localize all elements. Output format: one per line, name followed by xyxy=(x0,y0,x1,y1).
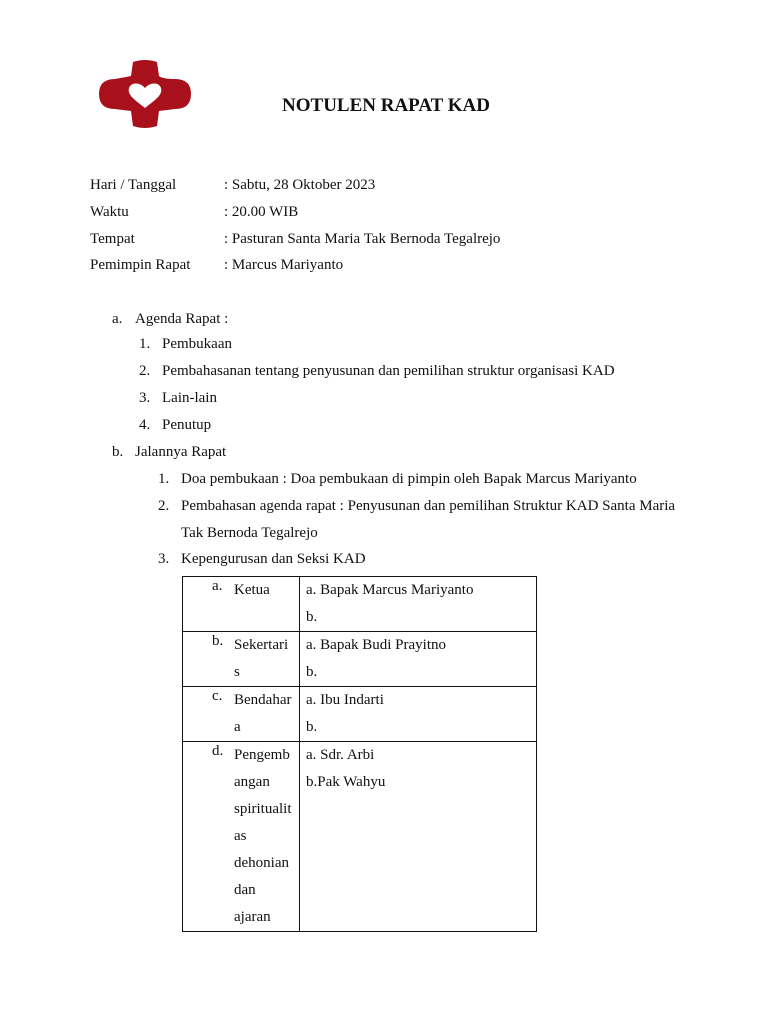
agenda-item-marker: 4. xyxy=(139,417,151,433)
section-a-heading: Agenda Rapat : xyxy=(135,311,229,327)
position-text: Sekertari xyxy=(234,637,289,653)
kepengurusan-table xyxy=(182,576,537,932)
agenda-item-marker: 2. xyxy=(139,363,151,379)
table-row xyxy=(183,687,537,742)
members-cell xyxy=(300,687,537,742)
table-row xyxy=(183,742,537,932)
position-cell xyxy=(183,632,300,687)
position-cell xyxy=(183,687,300,742)
agenda-item: Pembukaan xyxy=(162,336,232,352)
proceeding-item: Kepengurusan dan Seksi KAD xyxy=(181,551,366,567)
section-b-marker: b. xyxy=(112,444,124,460)
member-entry: a. Bapak Marcus Mariyanto xyxy=(306,582,474,598)
position-cell xyxy=(183,742,300,932)
member-entry: b. xyxy=(306,609,318,625)
member-entry: a. Bapak Budi Prayitno xyxy=(306,637,446,653)
position-letter: b. xyxy=(212,633,224,649)
proceeding-item: Pembahasan agenda rapat : Penyusunan dan pemilihan Struktur KAD Santa Maria xyxy=(181,498,676,514)
members-cell xyxy=(300,632,537,687)
members-cell xyxy=(300,742,537,932)
position-text: a xyxy=(234,719,241,735)
member-entry: b. xyxy=(306,664,318,680)
agenda-item: Penutup xyxy=(162,417,212,433)
member-entry: a. Ibu Indarti xyxy=(306,692,384,708)
member-entry: a. Sdr. Arbi xyxy=(306,747,375,763)
info-value: : Sabtu, 28 Oktober 2023 xyxy=(224,177,376,193)
section-a-marker: a. xyxy=(112,311,123,327)
info-label: Waktu xyxy=(90,204,129,220)
position-text: s xyxy=(234,664,240,680)
agenda-item: Lain-lain xyxy=(162,390,217,406)
proceeding-item-marker: 1. xyxy=(158,471,170,487)
member-entry: b.Pak Wahyu xyxy=(306,774,386,790)
position-text: spiritualit xyxy=(234,801,292,817)
position-text: Pengemb xyxy=(234,747,290,763)
agenda-item: Pembahasanan tentang penyusunan dan pemilihan struktur organisasi KAD xyxy=(162,363,615,379)
proceeding-item: Doa pembukaan : Doa pembukaan di pimpin oleh Bapak Marcus Mariyanto xyxy=(181,471,637,487)
info-value: : Pasturan Santa Maria Tak Bernoda Tegalrejo xyxy=(224,231,501,247)
proceeding-item-marker: 2. xyxy=(158,498,170,514)
position-text: angan xyxy=(234,774,270,790)
info-value: : 20.00 WIB xyxy=(224,204,299,220)
position-text: ajaran xyxy=(234,909,271,925)
position-text: Ketua xyxy=(234,582,270,598)
position-letter: d. xyxy=(212,743,224,759)
red-cross-heart-logo-icon xyxy=(97,58,193,130)
member-entry: b. xyxy=(306,719,318,735)
table-row xyxy=(183,632,537,687)
info-label: Tempat xyxy=(90,231,135,247)
proceeding-item-marker: 3. xyxy=(158,551,170,567)
position-text: dan xyxy=(234,882,256,898)
position-text: Bendahar xyxy=(234,692,292,708)
table-row xyxy=(183,577,537,632)
position-letter: c. xyxy=(212,688,223,704)
agenda-item-marker: 1. xyxy=(139,336,151,352)
section-b-heading: Jalannya Rapat xyxy=(135,444,227,460)
info-label: Pemimpin Rapat xyxy=(90,257,191,273)
document-title: NOTULEN RAPAT KAD xyxy=(282,95,490,116)
position-letter: a. xyxy=(212,578,223,594)
proceeding-item-continuation: Tak Bernoda Tegalrejo xyxy=(181,525,318,541)
members-cell xyxy=(300,577,537,632)
position-cell xyxy=(183,577,300,632)
position-text: as xyxy=(234,828,247,844)
info-label: Hari / Tanggal xyxy=(90,177,177,193)
agenda-item-marker: 3. xyxy=(139,390,151,406)
position-text: dehonian xyxy=(234,855,289,871)
info-value: : Marcus Mariyanto xyxy=(224,257,344,273)
